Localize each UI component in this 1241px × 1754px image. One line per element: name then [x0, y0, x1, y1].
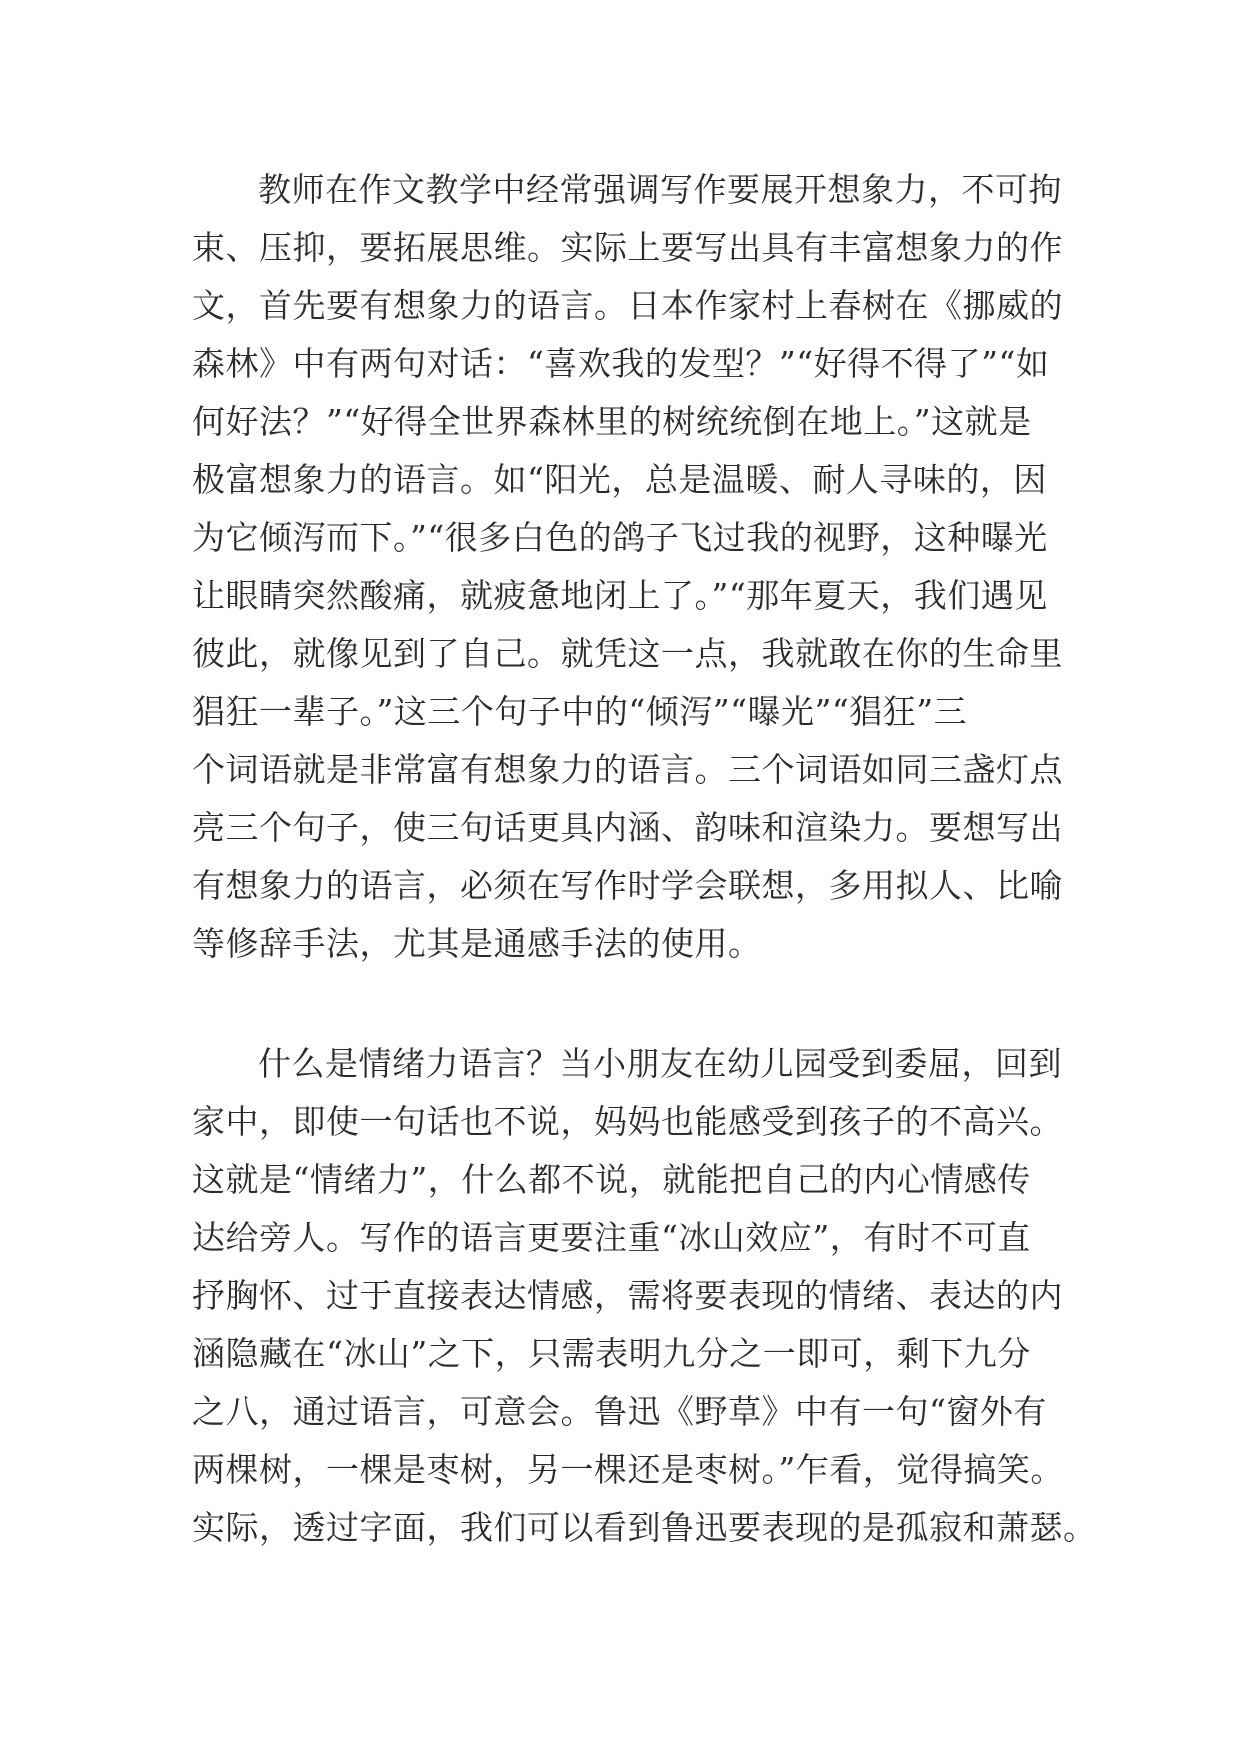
- text-line: 亮三个句子，使三句话更具内涵、韵味和渲染力。要想写出: [192, 808, 1063, 847]
- text-line: 极富想象力的语言。如“阳光，总是温暖、耐人寻味的，因: [192, 460, 1047, 499]
- paragraph-imagination-language: [192, 161, 1072, 973]
- text-line: 两棵树，一棵是枣树，另一棵还是枣树。”乍看，觉得搞笑。: [192, 1450, 1064, 1489]
- paragraph-emotional-language: [192, 1035, 1097, 1557]
- text-line: 达给旁人。写作的语言更要注重“冰山效应”，有时不可直: [192, 1218, 1031, 1257]
- text-line: 猖狂一辈子。”这三个句子中的“倾泻”“曝光”“猖狂”三: [192, 692, 968, 731]
- text-line: 家中，即使一句话也不说，妈妈也能感受到孩子的不高兴。: [192, 1102, 1063, 1141]
- text-line: 个词语就是非常富有想象力的语言。三个词语如同三盏灯点: [192, 750, 1063, 789]
- text-line: 之八，通过语言，可意会。鲁迅《野草》中有一句“窗外有: [192, 1392, 1047, 1431]
- text-line: 为它倾泻而下。”“很多白色的鸽子飞过我的视野，这种曝光: [192, 518, 1048, 557]
- text-line: 教师在作文教学中经常强调写作要展开想象力，不可拘: [258, 170, 1062, 209]
- text-line: 森林》中有两句对话：“喜欢我的发型？”“好得不得了”“如: [192, 344, 1050, 383]
- text-line: 抒胸怀、过于直接表达情感，需将要表现的情绪、表达的内: [192, 1276, 1063, 1315]
- text-line: 实际，透过字面，我们可以看到鲁迅要表现的是孤寂和萧瑟。: [192, 1508, 1097, 1547]
- text-line: 何好法？”“好得全世界森林里的树统统倒在地上。”这就是: [192, 402, 1032, 441]
- text-line: 彼此，就像见到了自己。就凭这一点，我就敢在你的生命里: [192, 634, 1063, 673]
- text-line: 让眼睛突然酸痛，就疲惫地闭上了。”“那年夏天，我们遇见: [192, 576, 1048, 615]
- text-line: 有想象力的语言，必须在写作时学会联想，多用拟人、比喻: [192, 866, 1063, 905]
- text-line: 束、压抑，要拓展思维。实际上要写出具有丰富想象力的作: [192, 228, 1063, 267]
- text-line: 涵隐藏在“冰山”之下，只需表明九分之一即可，剩下九分: [192, 1334, 1031, 1373]
- text-line: 文，首先要有想象力的语言。日本作家村上春树在《挪威的: [192, 286, 1063, 325]
- text-line: 这就是“情绪力”，什么都不说，就能把自己的内心情感传: [192, 1160, 1031, 1199]
- text-line: 等修辞手法，尤其是通感手法的使用。: [192, 924, 762, 963]
- text-line: 什么是情绪力语言？当小朋友在幼儿园受到委屈，回到: [258, 1044, 1062, 1083]
